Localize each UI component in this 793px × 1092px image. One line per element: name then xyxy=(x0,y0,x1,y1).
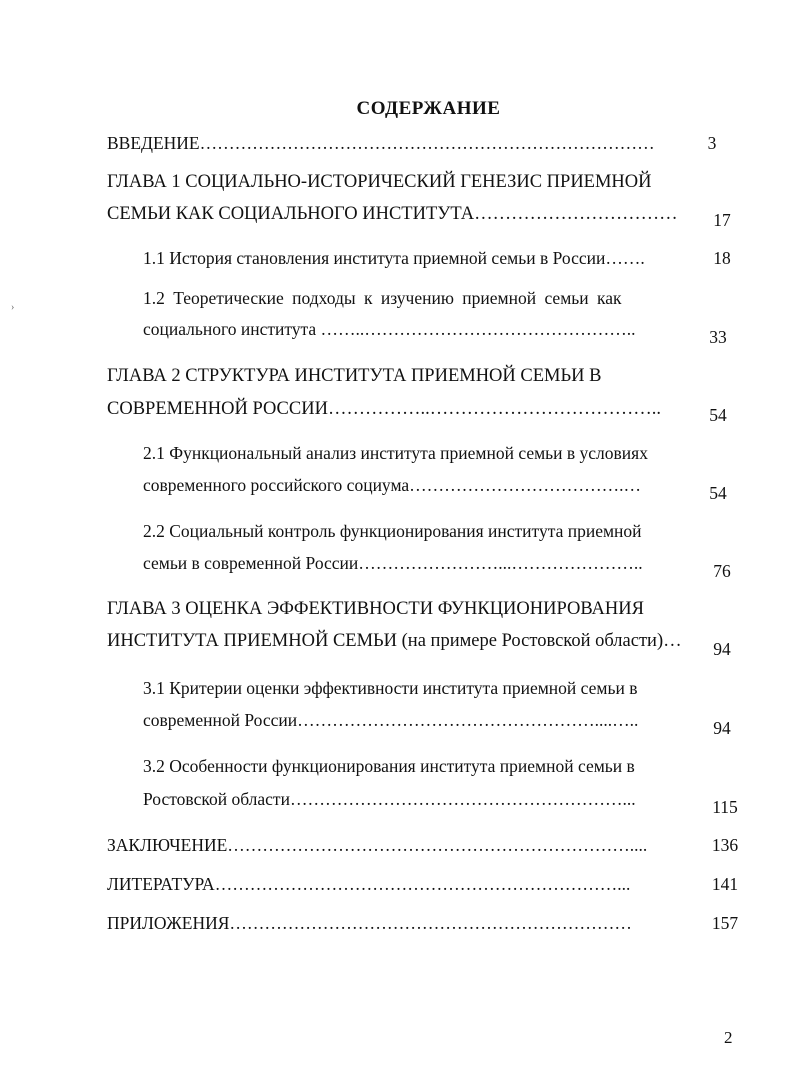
toc-entry-literature: ЛИТЕРАТУРА……………………………………………………………... xyxy=(107,874,631,894)
toc-page-number: 115 xyxy=(712,797,738,817)
toc-page-number: 33 xyxy=(709,327,727,347)
toc-page-number: 3 xyxy=(707,133,717,153)
toc-section-2-2-line-1: 2.2 Социальный контроль функционирования института приемной xyxy=(143,521,642,541)
toc-section-2-2-line-2: семьи в современной России……………………...………………….. xyxy=(143,553,643,573)
toc-section-3-1-line-1: 3.1 Критерии оценки эффективности института приемной семьи в xyxy=(143,678,638,698)
toc-page-number: 157 xyxy=(711,913,739,933)
toc-page-number: 136 xyxy=(711,835,739,855)
toc-entry-intro: ВВЕДЕНИЕ…………………………………………………………………… xyxy=(107,133,655,153)
toc-section-1-2-line-1: 1.2 Теоретические подходы к изучению приемной семьи как xyxy=(143,288,622,308)
toc-page-number: 94 xyxy=(713,718,731,738)
toc-page-number: 54 xyxy=(709,483,727,503)
toc-section-3-2-line-2: Ростовской области…………………………………………………... xyxy=(143,789,636,809)
toc-section-1-2-line-2: социального института ……..……………………………………….. xyxy=(143,319,636,339)
page-title: СОДЕРЖАНИЕ xyxy=(356,98,501,119)
toc-entry-appendices: ПРИЛОЖЕНИЯ…………………………………………………………… xyxy=(107,913,632,933)
margin-mark: › xyxy=(11,302,15,313)
page-number: 2 xyxy=(724,1028,733,1047)
toc-chapter-3-line-1: ГЛАВА 3 ОЦЕНКА ЭФФЕКТИВНОСТИ ФУНКЦИОНИРОВАНИЯ xyxy=(107,599,644,619)
toc-page-number: 94 xyxy=(713,639,731,659)
toc-page-number: 17 xyxy=(713,210,731,230)
toc-page-number: 76 xyxy=(713,561,731,581)
toc-chapter-2-line-2: СОВРЕМЕННОЙ РОССИИ……………..……………………………….. xyxy=(107,399,661,419)
toc-page-number: 141 xyxy=(711,874,739,894)
toc-section-2-1-line-1: 2.1 Функциональный анализ института приемной семьи в условиях xyxy=(143,443,648,463)
toc-section-2-1-line-2: современного российского социума……………………………….… xyxy=(143,475,642,495)
toc-page-number: 18 xyxy=(713,248,731,268)
toc-chapter-3-line-2: ИНСТИТУТА ПРИЕМНОЙ СЕМЬИ (на примере Ростовской области)… xyxy=(107,631,682,651)
toc-chapter-1-line-1: ГЛАВА 1 СОЦИАЛЬНО-ИСТОРИЧЕСКИЙ ГЕНЕЗИС ПРИЕМНОЙ xyxy=(107,172,652,192)
toc-section-3-1-line-2: современной России……………………………………………....….. xyxy=(143,710,639,730)
toc-chapter-2-line-1: ГЛАВА 2 СТРУКТУРА ИНСТИТУТА ПРИЕМНОЙ СЕМЬИ В xyxy=(107,366,602,386)
toc-chapter-1-line-2: СЕМЬИ КАК СОЦИАЛЬНОГО ИНСТИТУТА…………………………… xyxy=(107,204,678,224)
toc-section-3-2-line-1: 3.2 Особенности функционирования института приемной семьи в xyxy=(143,756,635,776)
toc-entry-conclusion: ЗАКЛЮЧЕНИЕ…………………………………………………………….... xyxy=(107,835,648,855)
toc-section-1-1: 1.1 История становления института приемной семьи в России……. xyxy=(143,248,645,268)
toc-page-number: 54 xyxy=(709,405,727,425)
